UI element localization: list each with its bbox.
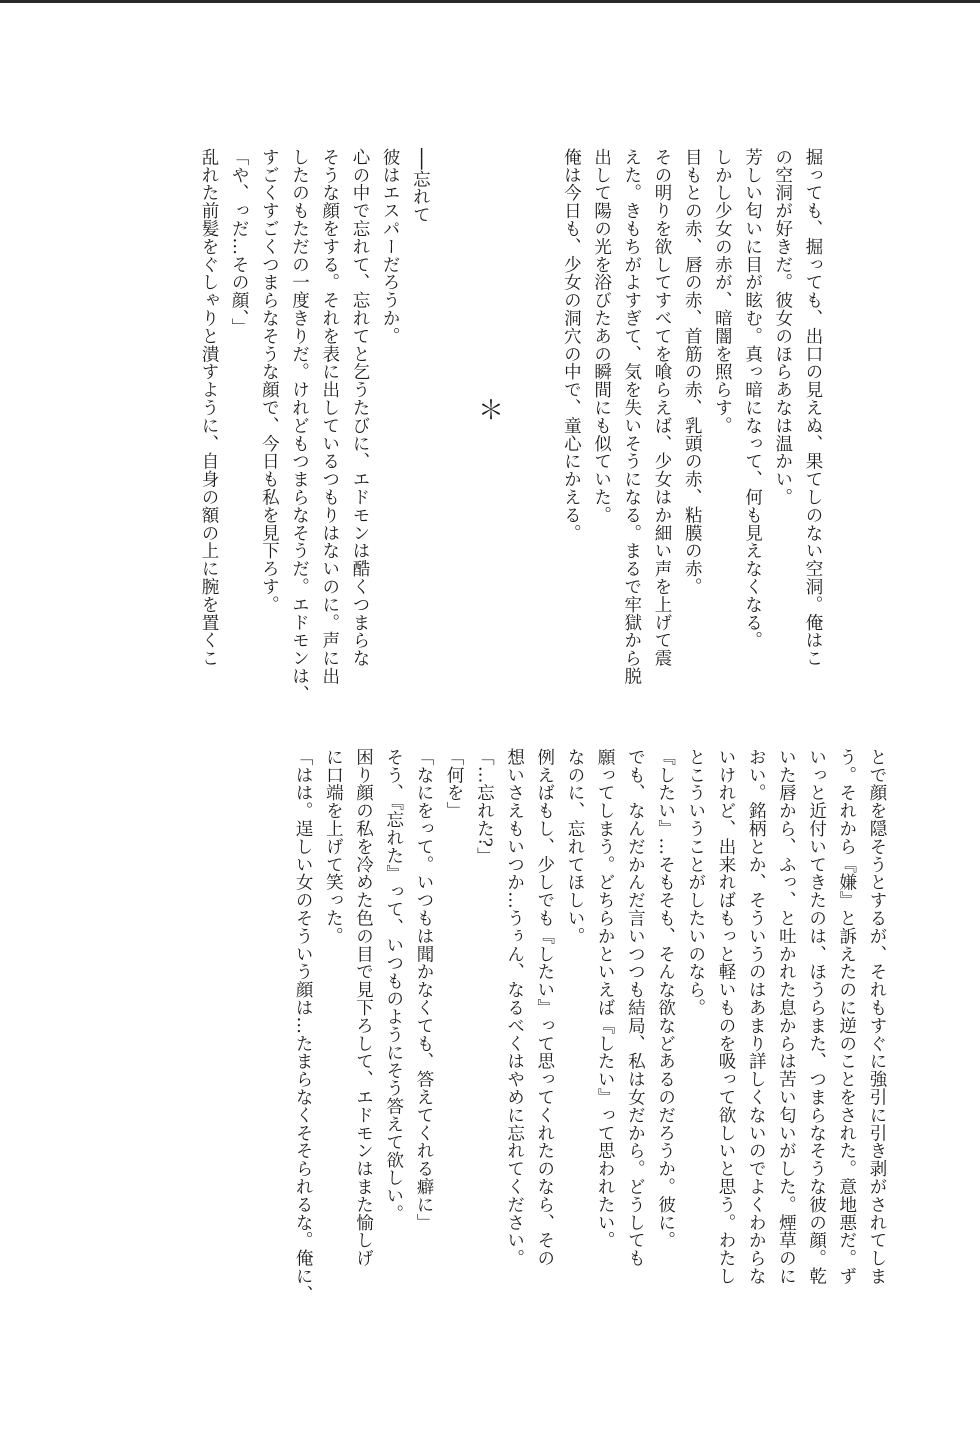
text-line: 出して陽の光を浴びたあの瞬間にも似ていた。 xyxy=(591,148,612,524)
text-line: ──忘れて xyxy=(410,148,431,224)
text-line: 心の中で忘れて、忘れてと乞うたびに、エドモンは酷くつまらな xyxy=(349,148,370,668)
scan-top-edge xyxy=(0,0,980,3)
text-line: なのに、忘れてほしい。 xyxy=(564,748,585,945)
text-line xyxy=(526,148,556,708)
text-line: う。それから『嫌』と訴えたのに逆のことをされた。意地悪だ。ず xyxy=(836,748,857,1285)
text-line: おい。銘柄とか、そういうのはあまり詳しくないのでよくわからな xyxy=(746,748,767,1285)
text-line: 芳しい匂いに目が眩む。真っ暗になって、何も見えなくなる。 xyxy=(742,148,763,650)
text-line: 『したい』…そもそも、そんな欲などあるのだろうか。彼に。 xyxy=(655,748,676,1250)
text-line: 俺は今日も、少女の洞穴の中で、童心にかえる。 xyxy=(561,148,582,542)
text-line: 目もとの赤、唇の赤、首筋の赤、乳頭の赤、粘膜の赤。 xyxy=(682,148,703,596)
text-line xyxy=(496,148,526,708)
text-line: 例えばもし、少しでも『したい』って思ってくれたのなら、その xyxy=(534,748,555,1268)
text-line xyxy=(466,148,496,708)
text-line: に口端を上げて笑った。 xyxy=(323,748,344,945)
text-line: その明りを欲してすべてを喰らえば、少女はか細い声を上げて震 xyxy=(651,148,672,668)
text-line: 掘っても、掘っても、出口の見えぬ、果てしのない空洞。俺はこ xyxy=(803,148,823,668)
text-line: しかし少女の赤が、暗闇を照らす。 xyxy=(712,148,733,435)
text-line: いっと近付いてきたのは、ほうらまた、つまらなそうな彼の顔。乾 xyxy=(806,748,827,1285)
text-line: 「何を」 xyxy=(444,748,465,820)
text-line: いた唇から、ふっ、と吐かれた息からは苦い匂いがした。煙草のに xyxy=(776,748,797,1285)
text-line: えた。きもちがよすぎて、気を失いそうになる。まるで牢獄から脱 xyxy=(621,148,642,685)
text-line: 彼はエスパーだろうか。 xyxy=(380,148,401,345)
text-line: いけれど、出来ればもっと軽いものを吸って欲しいと思う。わたし xyxy=(715,748,736,1285)
text-line: そうな顔をする。それを表に出しているつもりはないのに。声に出 xyxy=(319,148,340,685)
upper-text-block xyxy=(194,148,828,708)
text-line: 「や、っだ…その顔、」 xyxy=(229,148,250,337)
text-line: 困り顔の私を冷めた色の目で見下ろして、エドモンはまた愉しげ xyxy=(353,748,374,1268)
text-line xyxy=(435,148,465,708)
text-line: 願ってしまう。どちらかといえば『したい』って思われたい。 xyxy=(595,748,616,1250)
text-line: 「なにをって。いつもは聞かなくても、答えてくれる癖に」 xyxy=(413,748,434,1232)
text-line: したのもただの一度きりだ。けれどもつまらなそうだ。エドモンは、 xyxy=(289,148,310,703)
text-line: とこういうことがしたいのなら。 xyxy=(685,748,706,1017)
text-line: の空洞が好きだ。彼女のほらあなは温かい。 xyxy=(772,148,793,506)
text-line: 乱れた前髪をぐしゃりと潰すように、自身の額の上に腕を置くこ xyxy=(198,148,219,668)
text-line: そう、『忘れた』って、いつものようにそう答えて欲しい。 xyxy=(383,748,404,1223)
text-line: 「はは。逞しい女のそういう顔は…たまらなくそそられるな。俺に、 xyxy=(293,748,314,1303)
text-line: 想いさえもいつか…うぅん、なるべくはやめに忘れてください。 xyxy=(504,748,525,1268)
lower-text-block xyxy=(288,748,892,1344)
scene-break-asterisk: ＊ xyxy=(477,396,505,426)
text-line: すごくすごくつまらなそうな顔で、今日も私を見下ろす。 xyxy=(259,148,280,614)
text-line: でも、なんだかんだ言いつつも結局、私は女だから。どうしても xyxy=(625,748,646,1268)
text-line: 「…忘れた?」 xyxy=(474,748,495,866)
text-line: とで顔を隠そうとするが、それもすぐに強引に引き剥がされてしま xyxy=(867,748,887,1285)
